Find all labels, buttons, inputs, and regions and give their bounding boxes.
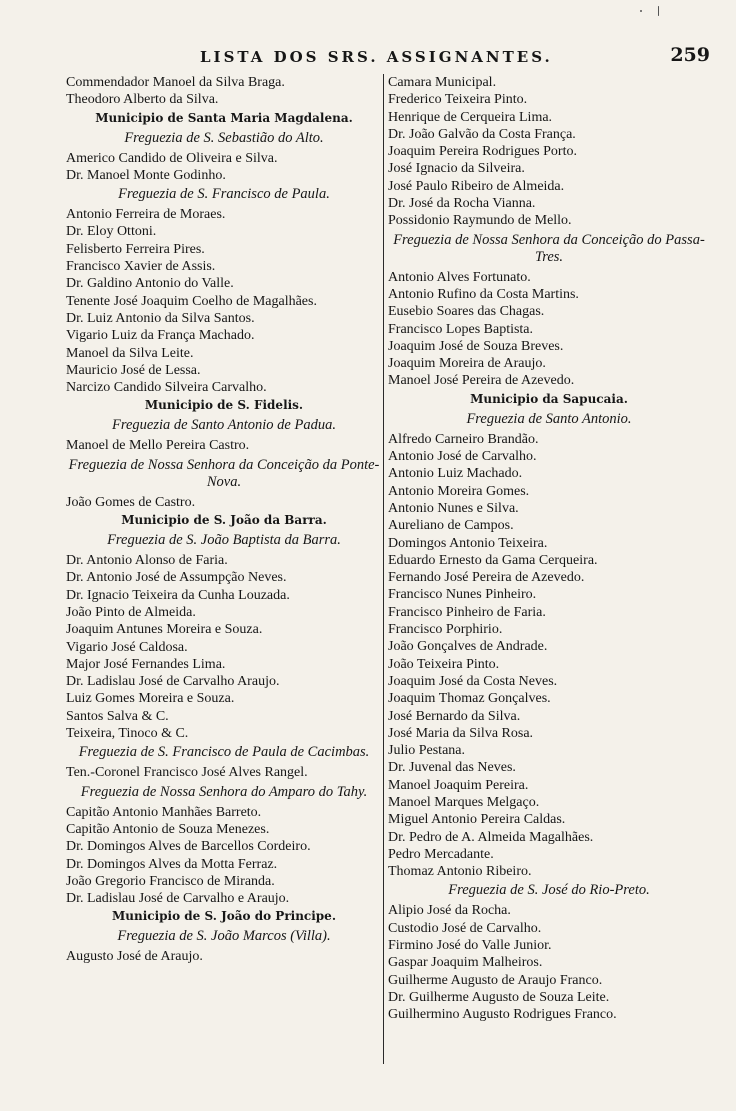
page-header (62, 44, 712, 70)
subscriber-entry: Joaquim Antunes Moreira e Souza. (66, 622, 263, 638)
subscriber-entry: Major José Fernandes Lima. (66, 656, 226, 672)
subscriber-entry: Francisco Xavier de Assis. (66, 259, 216, 275)
subscriber-entry: Dr. Ignacio Teixeira da Cunha Louzada. (66, 587, 290, 603)
subscriber-entry: Domingos Antonio Teixeira. (388, 535, 548, 551)
subscriber-entry: Ten.-Coronel Francisco José Alves Rangel. (66, 765, 308, 781)
subscriber-entry: Joaquim José da Costa Neves. (388, 673, 558, 689)
subscriber-entry: Alipio José da Rocha. (388, 903, 511, 919)
subscriber-entry: Joaquim José de Souza Breves. (388, 338, 564, 354)
subscriber-entry: Custodio José de Carvalho. (388, 920, 542, 936)
subscriber-entry: Eusebio Soares das Chagas. (388, 304, 545, 320)
subscriber-entry: Dr. João Galvão da Costa França. (388, 126, 576, 142)
subscriber-entry: Dr. Manoel Monte Godinho. (66, 167, 226, 183)
municipio-heading: Municipio da Sapucaia. (470, 391, 628, 406)
subscriber-entry: Miguel Antonio Pereira Caldas. (388, 812, 566, 828)
subscriber-entry: João Gregorio Francisco de Miranda. (66, 873, 275, 889)
freguezia-heading: Freguezia de Nossa Senhora da Conceição da Ponte-Nova. (68, 456, 380, 490)
subscriber-entry: Frederico Teixeira Pinto. (388, 92, 528, 108)
print-speck (658, 6, 659, 16)
subscriber-entry: Antonio Luiz Machado. (388, 466, 523, 482)
subscriber-entry: Aureliano de Campos. (388, 518, 514, 534)
subscriber-entry: Gaspar Joaquim Malheiros. (388, 955, 543, 971)
subscriber-entry: Antonio Alves Fortunato. (388, 269, 531, 285)
subscriber-entry: José Ignacio da Silveira. (388, 161, 525, 177)
subscriber-entry: Joaquim Thomaz Gonçalves. (388, 691, 551, 707)
subscriber-entry: Dr. Galdino Antonio do Valle. (66, 276, 234, 292)
subscriber-entry: João Gonçalves de Andrade. (388, 639, 548, 655)
right-column (388, 74, 710, 1074)
subscriber-entry: Vigario José Caldosa. (66, 639, 188, 655)
subscriber-entry: João Teixeira Pinto. (388, 656, 500, 672)
subscriber-entry: Capitão Antonio de Souza Menezes. (66, 821, 270, 837)
freguezia-heading: Freguezia de Nossa Senhora da Conceição do Passa-Tres. (393, 231, 705, 265)
subscriber-entry: Dr. Antonio José de Assumpção Neves. (66, 570, 287, 586)
print-speck (640, 10, 642, 12)
subscriber-entry: Tenente José Joaquim Coelho de Magalhães. (66, 293, 317, 309)
subscriber-entry: Antonio Ferreira de Moraes. (66, 207, 226, 223)
municipio-heading: Municipio de S. João do Principe. (112, 909, 336, 924)
freguezia-heading: Freguezia de S. José do Rio-Preto. (448, 882, 650, 899)
subscriber-entry: Francisco Lopes Baptista. (388, 321, 534, 337)
subscriber-entry: Eduardo Ernesto da Gama Cerqueira. (388, 552, 598, 568)
subscriber-entry: Francisco Porphirio. (388, 622, 503, 638)
freguezia-heading: Freguezia de S. João Baptista da Barra. (107, 532, 341, 549)
subscriber-entry: Henrique de Cerqueira Lima. (388, 109, 553, 125)
subscriber-entry: João Pinto de Almeida. (66, 604, 196, 620)
subscriber-entry: José Maria da Silva Rosa. (388, 725, 534, 741)
freguezia-heading: Freguezia de S. Francisco de Paula de Cacimbas. (78, 744, 370, 761)
subscriber-entry: Theodoro Alberto da Silva. (66, 92, 219, 108)
subscriber-entry: Fernando José Pereira de Azevedo. (388, 570, 585, 586)
freguezia-heading: Freguezia de S. João Marcos (Villa). (117, 928, 331, 945)
subscriber-entry: Manoel da Silva Leite. (66, 345, 194, 361)
subscriber-entry: Dr. Domingos Alves de Barcellos Cordeiro. (66, 839, 311, 855)
freguezia-heading: Freguezia de Nossa Senhora do Amparo do Tahy. (80, 783, 368, 800)
subscriber-entry: Firmino José do Valle Junior. (388, 938, 552, 954)
subscriber-entry: Teixeira, Tinoco & C. (66, 726, 189, 742)
freguezia-heading: Freguezia de S. Sebastião do Alto. (124, 129, 324, 146)
subscriber-entry: Vigario Luiz da França Machado. (66, 328, 255, 344)
subscriber-entry: Guilhermino Augusto Rodrigues Franco. (388, 1007, 617, 1023)
subscriber-entry: Camara Municipal. (388, 75, 497, 90)
municipio-heading: Municipio de Santa Maria Magdalena. (95, 110, 353, 125)
subscriber-entry: Dr. Antonio Alonso de Faria. (66, 553, 228, 569)
subscriber-entry: Possidonio Raymundo de Mello. (388, 213, 572, 229)
subscriber-entry: Dr. Ladislau José de Carvalho e Araujo. (66, 891, 290, 907)
municipio-heading: Municipio de S. Fidelis. (144, 398, 304, 413)
subscriber-entry: Francisco Nunes Pinheiro. (388, 587, 537, 603)
subscriber-entry: Dr. José da Rocha Vianna. (388, 196, 536, 212)
subscriber-entry: Antonio Nunes e Silva. (388, 500, 519, 516)
page-title: LISTA DOS SRS. ASSIGNANTES. (200, 48, 553, 66)
subscriber-entry: João Gomes de Castro. (66, 494, 196, 510)
freguezia-heading: Freguezia de S. Francisco de Paula. (118, 186, 330, 203)
subscriber-entry: Americo Candido de Oliveira e Silva. (66, 150, 278, 166)
subscriber-entry: Guilherme Augusto de Araujo Franco. (388, 972, 603, 988)
subscriber-entry: Narcizo Candido Silveira Carvalho. (66, 380, 267, 396)
subscriber-entry: Joaquim Moreira de Araujo. (388, 356, 546, 372)
column-divider (383, 74, 384, 1064)
subscriber-entry: Dr. Guilherme Augusto de Souza Leite. (388, 989, 610, 1005)
subscriber-entry: Dr. Eloy Ottoni. (66, 224, 157, 240)
subscriber-entry: Francisco Pinheiro de Faria. (388, 604, 546, 620)
subscriber-entry: Antonio Rufino da Costa Martins. (388, 286, 579, 302)
subscriber-entry: Capitão Antonio Manhães Barreto. (66, 804, 262, 820)
left-column (66, 74, 382, 1074)
subscriber-entry: Augusto José de Araujo. (66, 949, 203, 965)
subscriber-entry: Felisberto Ferreira Pires. (66, 241, 205, 257)
subscriber-entry: Pedro Mercadante. (388, 846, 494, 862)
page-number: 259 (670, 44, 710, 66)
subscriber-entry: Joaquim Pereira Rodrigues Porto. (388, 144, 577, 160)
subscriber-entry: Dr. Juvenal das Neves. (388, 760, 516, 776)
subscriber-entry: Thomaz Antonio Ribeiro. (388, 864, 532, 880)
subscriber-entry: Manoel de Mello Pereira Castro. (66, 438, 250, 454)
subscriber-entry: Luiz Gomes Moreira e Souza. (66, 691, 235, 707)
subscriber-entry: Dr. Domingos Alves da Motta Ferraz. (66, 856, 278, 872)
subscriber-entry: Alfredo Carneiro Brandão. (388, 431, 539, 447)
subscriber-entry: Manoel Joaquim Pereira. (388, 777, 529, 793)
subscriber-entry: Mauricio José de Lessa. (66, 362, 201, 378)
subscriber-entry: Julio Pestana. (388, 743, 465, 759)
freguezia-heading: Freguezia de Santo Antonio de Padua. (112, 417, 336, 434)
subscriber-entry: Antonio Moreira Gomes. (388, 483, 530, 499)
subscriber-entry: José Bernardo da Silva. (388, 708, 521, 724)
subscriber-entry: Manoel Marques Melgaço. (388, 794, 540, 810)
municipio-heading: Municipio de S. João da Barra. (121, 513, 327, 528)
subscriber-entry: José Paulo Ribeiro de Almeida. (388, 178, 565, 194)
subscriber-entry: Santos Salva & C. (66, 708, 169, 724)
subscriber-entry: Commendador Manoel da Silva Braga. (66, 75, 285, 90)
subscriber-entry: Dr. Luiz Antonio da Silva Santos. (66, 310, 255, 326)
subscriber-entry: Manoel José Pereira de Azevedo. (388, 373, 575, 389)
subscriber-entry: Dr. Ladislau José de Carvalho Araujo. (66, 674, 280, 690)
subscriber-entry: Dr. Pedro de A. Almeida Magalhães. (388, 829, 594, 845)
freguezia-heading: Freguezia de Santo Antonio. (466, 410, 632, 427)
subscriber-entry: Antonio José de Carvalho. (388, 449, 537, 465)
